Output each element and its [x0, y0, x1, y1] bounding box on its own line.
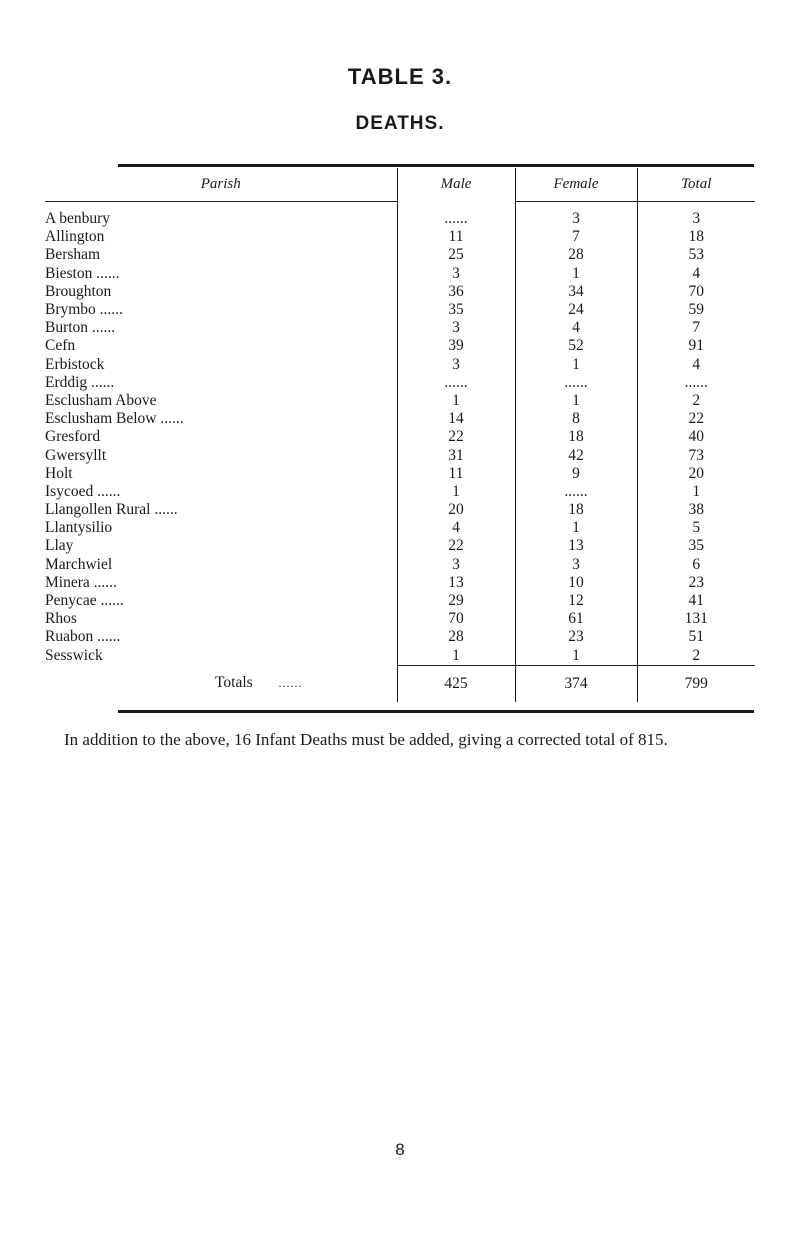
total-count: 59 — [637, 301, 755, 319]
table-number: TABLE 3. — [347, 64, 453, 89]
male-count: 22 — [397, 428, 515, 446]
table-row — [45, 392, 755, 410]
table-row — [45, 319, 755, 337]
header-total: Total — [637, 168, 755, 202]
totals-male: 425 — [397, 665, 515, 702]
totals-total: 799 — [637, 665, 755, 702]
total-count: 18 — [637, 228, 755, 246]
total-count: 91 — [637, 337, 755, 355]
table-row — [45, 501, 755, 519]
female-count: 24 — [515, 301, 637, 319]
total-count: 3 — [637, 210, 755, 228]
male-count: 11 — [397, 465, 515, 483]
female-count: 3 — [515, 210, 637, 228]
female-count: 1 — [515, 356, 637, 374]
female-count: 52 — [515, 337, 637, 355]
male-count: 13 — [397, 574, 515, 592]
male-count: 14 — [397, 410, 515, 428]
parish-name: Penycae ...... — [45, 592, 124, 610]
male-count: 4 — [397, 519, 515, 537]
female-count: 1 — [515, 265, 637, 283]
header-parish: Parish — [45, 168, 397, 202]
table-row — [45, 446, 755, 464]
table-row — [45, 283, 755, 301]
male-count: 28 — [397, 628, 515, 646]
female-count: ...... — [515, 483, 637, 501]
total-count: 23 — [637, 574, 755, 592]
deaths-table — [45, 168, 755, 702]
parish-name: A benbury — [45, 210, 111, 228]
female-count: 1 — [515, 519, 637, 537]
female-count: 13 — [515, 537, 637, 555]
female-count: 18 — [515, 428, 637, 446]
female-count: 1 — [515, 647, 637, 666]
male-count: 1 — [397, 647, 515, 666]
total-count: 1 — [637, 483, 755, 501]
total-count: 20 — [637, 465, 755, 483]
total-count: 4 — [637, 356, 755, 374]
male-count: ...... — [397, 210, 515, 228]
female-count: 34 — [515, 283, 637, 301]
parish-name: Erbistock — [45, 355, 105, 373]
table-row — [45, 483, 755, 501]
header-female: Female — [515, 168, 637, 202]
table-row — [45, 356, 755, 374]
total-count: 2 — [637, 392, 755, 410]
table-row — [45, 246, 755, 264]
table-row — [45, 410, 755, 428]
parish-name: Llangollen Rural ...... — [45, 501, 178, 519]
table-row — [45, 428, 755, 446]
male-count: ...... — [397, 374, 515, 392]
parish-name: Allington — [45, 228, 105, 246]
parish-name: Llantysilio — [45, 519, 113, 537]
female-count: 9 — [515, 465, 637, 483]
table-row — [45, 210, 755, 228]
total-count: 41 — [637, 592, 755, 610]
male-count: 1 — [397, 483, 515, 501]
parish-name: Holt — [45, 464, 73, 482]
male-count: 20 — [397, 501, 515, 519]
totals-leader-dots: ...... — [278, 676, 303, 691]
parish-name: Rhos — [45, 610, 77, 628]
male-count: 22 — [397, 537, 515, 555]
female-count: 23 — [515, 628, 637, 646]
total-count: 73 — [637, 446, 755, 464]
male-count: 25 — [397, 246, 515, 264]
table-row — [45, 374, 755, 392]
parish-name: Gresford — [45, 428, 101, 446]
table-row — [45, 556, 755, 574]
parish-name: Burton ...... — [45, 319, 116, 337]
total-count: 22 — [637, 410, 755, 428]
parish-name: Bersham — [45, 246, 101, 264]
total-count: 2 — [637, 647, 755, 666]
parish-name: Broughton — [45, 282, 112, 300]
parish-name: Esclusham Below ...... — [45, 410, 184, 428]
totals-female: 374 — [515, 665, 637, 702]
table-row — [45, 537, 755, 555]
page-number: 8 — [395, 1140, 405, 1159]
parish-name: Cefn — [45, 337, 76, 355]
footnote: In addition to the above, 16 Infant Deaths must be added, giving a corrected total of 815. — [64, 730, 668, 749]
header-row — [45, 168, 755, 202]
male-count: 1 — [397, 392, 515, 410]
parish-name: Isycoed ...... — [45, 482, 121, 500]
female-count: 28 — [515, 246, 637, 264]
female-count: ...... — [515, 374, 637, 392]
parish-name: Minera ...... — [45, 573, 117, 591]
male-count: 29 — [397, 592, 515, 610]
table-row — [45, 610, 755, 628]
total-count: 38 — [637, 501, 755, 519]
top-rule — [118, 164, 754, 167]
header-male: Male — [397, 168, 515, 202]
bottom-rule — [118, 710, 754, 713]
parish-name: Erddig ...... — [45, 373, 115, 391]
male-count: 3 — [397, 319, 515, 337]
table-row — [45, 301, 755, 319]
parish-name: Bieston ...... — [45, 264, 120, 282]
male-count: 35 — [397, 301, 515, 319]
table-row — [45, 628, 755, 646]
male-count: 3 — [397, 356, 515, 374]
total-count: 131 — [637, 610, 755, 628]
total-count: 7 — [637, 319, 755, 337]
male-count: 39 — [397, 337, 515, 355]
parish-name: Ruabon ...... — [45, 628, 121, 646]
table-row — [45, 228, 755, 246]
female-count: 61 — [515, 610, 637, 628]
female-count: 8 — [515, 410, 637, 428]
total-count: ...... — [637, 374, 755, 392]
total-count: 40 — [637, 428, 755, 446]
total-count: 53 — [637, 246, 755, 264]
total-count: 5 — [637, 519, 755, 537]
male-count: 36 — [397, 283, 515, 301]
parish-name: Llay — [45, 537, 74, 555]
female-count: 12 — [515, 592, 637, 610]
totals-label: Totals — [215, 674, 253, 692]
female-count: 4 — [515, 319, 637, 337]
totals-row — [45, 665, 755, 702]
parish-name: Brymbo ...... — [45, 301, 123, 319]
spacer-row — [45, 202, 755, 211]
table-row — [45, 647, 755, 666]
parish-name: Sesswick — [45, 646, 103, 664]
total-count: 35 — [637, 537, 755, 555]
table-row — [45, 574, 755, 592]
male-count: 11 — [397, 228, 515, 246]
male-count: 70 — [397, 610, 515, 628]
table-row — [45, 519, 755, 537]
female-count: 3 — [515, 556, 637, 574]
female-count: 1 — [515, 392, 637, 410]
table-row — [45, 592, 755, 610]
parish-name: Esclusham Above — [45, 391, 157, 409]
parish-name: Gwersyllt — [45, 446, 107, 464]
total-count: 4 — [637, 265, 755, 283]
table-row — [45, 337, 755, 355]
female-count: 7 — [515, 228, 637, 246]
female-count: 10 — [515, 574, 637, 592]
total-count: 51 — [637, 628, 755, 646]
table-row — [45, 465, 755, 483]
total-count: 6 — [637, 556, 755, 574]
table-row — [45, 265, 755, 283]
total-count: 70 — [637, 283, 755, 301]
table-title: DEATHS. — [355, 113, 445, 134]
totals-label-cell — [45, 665, 397, 702]
male-count: 3 — [397, 265, 515, 283]
male-count: 3 — [397, 556, 515, 574]
female-count: 18 — [515, 501, 637, 519]
female-count: 42 — [515, 446, 637, 464]
parish-name: Marchwiel — [45, 555, 113, 573]
male-count: 31 — [397, 446, 515, 464]
